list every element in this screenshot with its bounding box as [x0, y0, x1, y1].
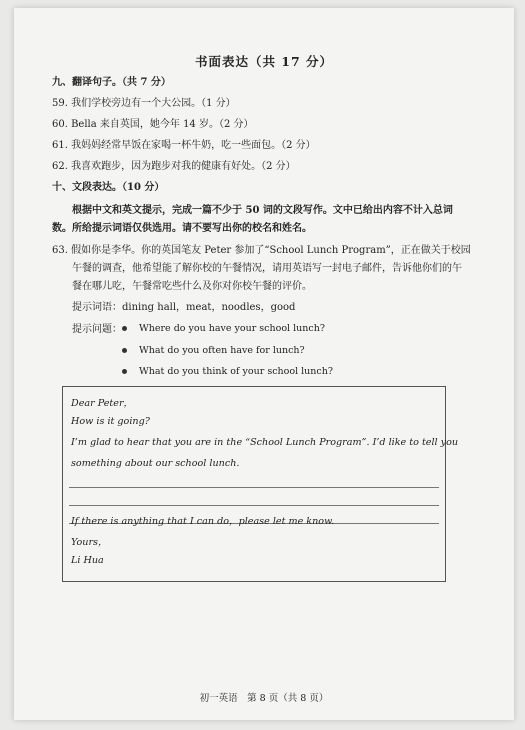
- hint-question-1: Where do you have your school lunch?: [122, 323, 325, 334]
- hint-question-3: What do you think of your school lunch?: [122, 366, 333, 377]
- letter-closing-1: If there is anything that I can do，please let me know.: [71, 516, 335, 527]
- prompt-line-3: 餐在哪儿吃，午餐常吃些什么及你对你校午餐的评价。: [72, 281, 312, 292]
- page-title: 书面表达（共 17 分）: [194, 54, 334, 69]
- hint-question-2: What do you often have for lunch?: [122, 345, 305, 356]
- letter-answer-box: [62, 386, 459, 582]
- prompt-line-1: 63. 假如你是李华。你的英国笔友 Peter 参加了“School Lunch Program”，正在做关于校园: [52, 245, 471, 256]
- exam-page: [14, 8, 514, 720]
- letter-line-1: How is it going?: [71, 416, 150, 427]
- letter-greeting: Dear Peter，: [71, 398, 134, 409]
- translation-item-59: 59. 我们学校旁边有一个大公园。（1 分）: [52, 98, 236, 109]
- translation-item-60: 60. Bella 来自英国，她今年 14 岁。（2 分）: [52, 119, 254, 130]
- instruction-line-2: 数。所给提示词语仅供选用。请不要写出你的校名和姓名。: [52, 223, 312, 234]
- bullet-icon: [122, 348, 127, 353]
- page-footer: 初一英语 第 8 页（共 8 页）: [199, 693, 329, 704]
- bullet-icon: [122, 326, 127, 331]
- letter-signature: Li Hua: [71, 555, 104, 566]
- hint-words: 提示词语：dining hall，meat，noodles，good: [72, 302, 296, 313]
- letter-closing-2: Yours，: [71, 537, 108, 548]
- hint-questions-label: 提示问题：: [72, 324, 122, 335]
- section9-heading: 九、翻译句子。（共 7 分）: [52, 77, 171, 88]
- letter-line-2: I’m glad to hear that you are in the “School Lunch Program”. I’d like to tell you: [71, 437, 459, 448]
- section10-heading: 十、文段表达。（10 分）: [52, 182, 165, 193]
- answer-line[interactable]: [69, 487, 439, 488]
- translation-item-61: 61. 我妈妈经常早饭在家喝一杯牛奶，吃一些面包。（2 分）: [52, 140, 316, 151]
- answer-line[interactable]: [69, 505, 439, 506]
- prompt-line-2: 午餐的调查，他希望能了解你校的午餐情况，请用英语写一封电子邮件，告诉他你们的午: [72, 263, 462, 274]
- bullet-icon: [122, 369, 127, 374]
- letter-line-3: something about our school lunch.: [71, 458, 240, 469]
- translation-item-62: 62. 我喜欢跑步，因为跑步对我的健康有好处。（2 分）: [52, 161, 296, 172]
- instruction-line-1: 根据中文和英文提示，完成一篇不少于 50 词的文段写作。文中已给出内容不计入总词: [72, 205, 453, 216]
